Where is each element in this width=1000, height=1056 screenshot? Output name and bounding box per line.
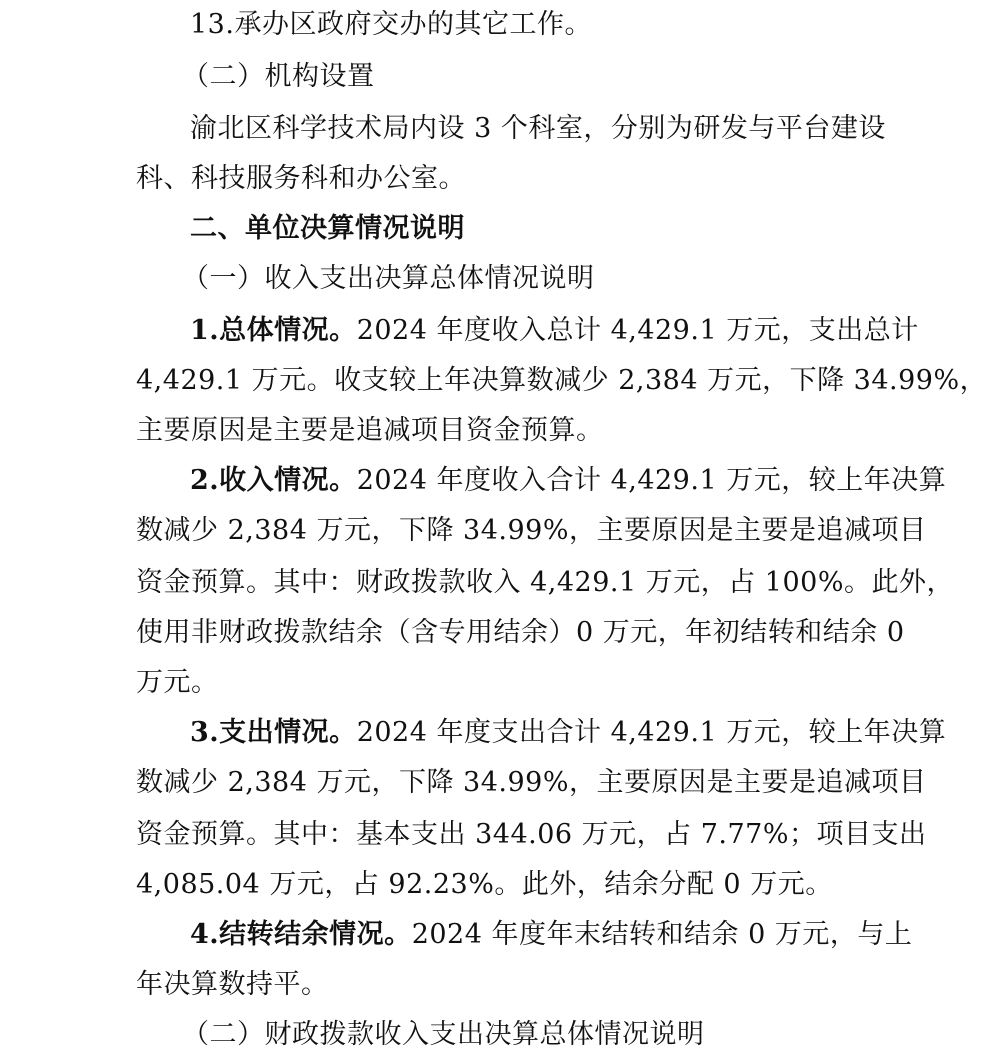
text-line: 数减少 2,384 万元，下降 34.99%，主要原因是主要是追减项目: [136, 515, 927, 546]
section-heading: 二、单位决算情况说明: [190, 213, 465, 244]
text-line: 资金预算。其中：财政拨款收入 4,429.1 万元，占 100%。此外，: [136, 567, 954, 598]
paragraph-lead: 2.收入情况。: [190, 465, 357, 496]
text-line: 万元。: [136, 667, 219, 698]
paragraph-lead: 4.结转结余情况。: [190, 919, 412, 950]
paragraph-first-line: [190, 918, 913, 952]
text-line: 4,429.1 万元。收支较上年决算数减少 2,384 万元，下降 34.99%，: [136, 365, 988, 396]
paragraph-text: 2024 年度收入合计 4,429.1 万元，较上年决算: [356, 465, 947, 496]
text-line: 主要原因是主要是追减项目资金预算。: [136, 415, 604, 446]
subsection-heading: （二）财政拨款收入支出决算总体情况说明: [182, 1019, 705, 1050]
text-line: 渝北区科学技术局内设 3 个科室，分别为研发与平台建设: [190, 113, 886, 144]
text-line: 使用非财政拨款结余（含专用结余）0 万元，年初结转和结余 0: [136, 617, 905, 648]
paragraph-first-line: [190, 464, 947, 498]
paragraph-lead: 1.总体情况。: [190, 315, 357, 346]
text-line: 科、科技服务科和办公室。: [136, 163, 466, 194]
text-line: 13.承办区政府交办的其它工作。: [190, 9, 592, 40]
text-line: 资金预算。其中：基本支出 344.06 万元，占 7.77%；项目支出: [136, 819, 927, 850]
text-line: 年决算数持平。: [136, 969, 329, 1000]
text-line: 4,085.04 万元，占 92.23%。此外，结余分配 0 万元。: [136, 869, 833, 900]
paragraph-lead: 3.支出情况。: [190, 717, 357, 748]
subsection-heading: （二）机构设置: [182, 61, 375, 92]
subsection-heading: （一）收入支出决算总体情况说明: [182, 263, 595, 294]
paragraph-text: 2024 年度收入总计 4,429.1 万元，支出总计: [356, 315, 919, 346]
paragraph-text: 2024 年度年末结转和结余 0 万元，与上: [411, 919, 913, 950]
paragraph-first-line: [190, 716, 947, 750]
paragraph-first-line: [190, 314, 919, 348]
paragraph-text: 2024 年度支出合计 4,429.1 万元，较上年决算: [356, 717, 947, 748]
text-line: 数减少 2,384 万元，下降 34.99%，主要原因是主要是追减项目: [136, 767, 927, 798]
